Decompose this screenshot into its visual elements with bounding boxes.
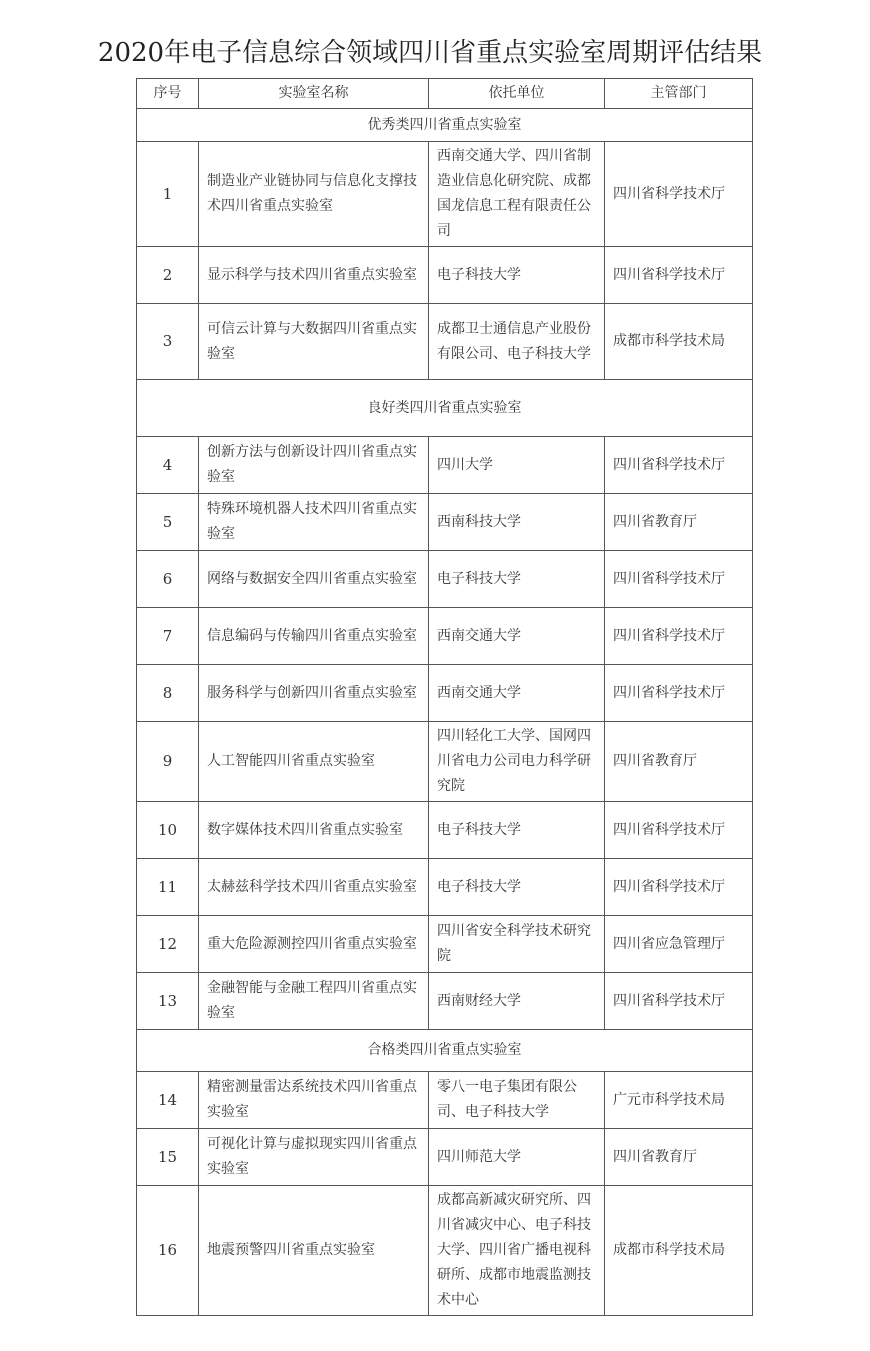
lab-name: 精密测量雷达系统技术四川省重点实验室 [199, 1072, 429, 1129]
row-number: 4 [137, 437, 199, 494]
table-row [137, 247, 753, 304]
row-number: 10 [137, 802, 199, 859]
row-number: 14 [137, 1072, 199, 1129]
host-unit: 四川大学 [429, 437, 605, 494]
host-unit: 电子科技大学 [429, 551, 605, 608]
category-row [137, 380, 753, 437]
managing-dept: 四川省教育厅 [605, 722, 753, 802]
lab-name: 金融智能与金融工程四川省重点实验室 [199, 973, 429, 1030]
host-unit: 成都高新减灾研究所、四川省减灾中心、电子科技大学、四川省广播电视科研所、成都市地震监测技术中心 [429, 1186, 605, 1316]
managing-dept: 四川省应急管理厅 [605, 916, 753, 973]
host-unit: 四川轻化工大学、国网四川省电力公司电力科学研究院 [429, 722, 605, 802]
row-number: 16 [137, 1186, 199, 1316]
category-row [137, 109, 753, 142]
managing-dept: 广元市科学技术局 [605, 1072, 753, 1129]
category-row [137, 1030, 753, 1072]
lab-name: 人工智能四川省重点实验室 [199, 722, 429, 802]
table-row [137, 916, 753, 973]
row-number: 9 [137, 722, 199, 802]
table-row [137, 802, 753, 859]
host-unit: 零八一电子集团有限公司、电子科技大学 [429, 1072, 605, 1129]
table-row [137, 551, 753, 608]
managing-dept: 四川省科学技术厅 [605, 551, 753, 608]
lab-name: 重大危险源测控四川省重点实验室 [199, 916, 429, 973]
lab-name: 太赫兹科学技术四川省重点实验室 [199, 859, 429, 916]
row-number: 15 [137, 1129, 199, 1186]
table-header-row [137, 79, 753, 109]
table-row [137, 1129, 753, 1186]
table-row [137, 494, 753, 551]
host-unit: 成都卫士通信息产业股份有限公司、电子科技大学 [429, 304, 605, 380]
lab-name: 特殊环境机器人技术四川省重点实验室 [199, 494, 429, 551]
managing-dept: 四川省科学技术厅 [605, 859, 753, 916]
lab-name: 网络与数据安全四川省重点实验室 [199, 551, 429, 608]
managing-dept: 成都市科学技术局 [605, 304, 753, 380]
lab-name: 地震预警四川省重点实验室 [199, 1186, 429, 1316]
managing-dept: 四川省科学技术厅 [605, 142, 753, 247]
host-unit: 四川师范大学 [429, 1129, 605, 1186]
managing-dept: 成都市科学技术局 [605, 1186, 753, 1316]
row-number: 12 [137, 916, 199, 973]
lab-name: 信息编码与传输四川省重点实验室 [199, 608, 429, 665]
page-title: 2020年电子信息综合领域四川省重点实验室周期评估结果 [97, 38, 763, 68]
host-unit: 西南交通大学 [429, 608, 605, 665]
host-unit: 西南科技大学 [429, 494, 605, 551]
row-number: 11 [137, 859, 199, 916]
lab-name: 可信云计算与大数据四川省重点实验室 [199, 304, 429, 380]
managing-dept: 四川省科学技术厅 [605, 665, 753, 722]
row-number: 8 [137, 665, 199, 722]
managing-dept: 四川省教育厅 [605, 1129, 753, 1186]
table-row [137, 142, 753, 247]
table-row [137, 437, 753, 494]
managing-dept: 四川省科学技术厅 [605, 247, 753, 304]
table-row [137, 1186, 753, 1316]
results-table-body [137, 79, 753, 1316]
results-table [136, 78, 753, 1316]
managing-dept: 四川省科学技术厅 [605, 608, 753, 665]
row-number: 6 [137, 551, 199, 608]
category-label: 合格类四川省重点实验室 [137, 1030, 753, 1072]
host-unit: 电子科技大学 [429, 859, 605, 916]
row-number: 3 [137, 304, 199, 380]
row-number: 5 [137, 494, 199, 551]
row-number: 2 [137, 247, 199, 304]
category-label: 良好类四川省重点实验室 [137, 380, 753, 437]
lab-name: 显示科学与技术四川省重点实验室 [199, 247, 429, 304]
table-row [137, 608, 753, 665]
managing-dept: 四川省科学技术厅 [605, 437, 753, 494]
host-unit: 四川省安全科学技术研究院 [429, 916, 605, 973]
managing-dept: 四川省科学技术厅 [605, 973, 753, 1030]
row-number: 13 [137, 973, 199, 1030]
row-number: 7 [137, 608, 199, 665]
table-row [137, 859, 753, 916]
table-row [137, 665, 753, 722]
lab-name: 数字媒体技术四川省重点实验室 [199, 802, 429, 859]
header-host-unit: 依托单位 [429, 79, 605, 109]
host-unit: 西南交通大学、四川省制造业信息化研究院、成都国龙信息工程有限责任公司 [429, 142, 605, 247]
header-lab-name: 实验室名称 [199, 79, 429, 109]
table-row [137, 1072, 753, 1129]
table-row [137, 304, 753, 380]
lab-name: 创新方法与创新设计四川省重点实验室 [199, 437, 429, 494]
lab-name: 制造业产业链协同与信息化支撑技术四川省重点实验室 [199, 142, 429, 247]
host-unit: 西南财经大学 [429, 973, 605, 1030]
row-number: 1 [137, 142, 199, 247]
managing-dept: 四川省教育厅 [605, 494, 753, 551]
table-row [137, 722, 753, 802]
lab-name: 服务科学与创新四川省重点实验室 [199, 665, 429, 722]
host-unit: 西南交通大学 [429, 665, 605, 722]
header-no: 序号 [137, 79, 199, 109]
managing-dept: 四川省科学技术厅 [605, 802, 753, 859]
host-unit: 电子科技大学 [429, 802, 605, 859]
lab-name: 可视化计算与虚拟现实四川省重点实验室 [199, 1129, 429, 1186]
host-unit: 电子科技大学 [429, 247, 605, 304]
category-label: 优秀类四川省重点实验室 [137, 109, 753, 142]
table-row [137, 973, 753, 1030]
header-dept: 主管部门 [605, 79, 753, 109]
